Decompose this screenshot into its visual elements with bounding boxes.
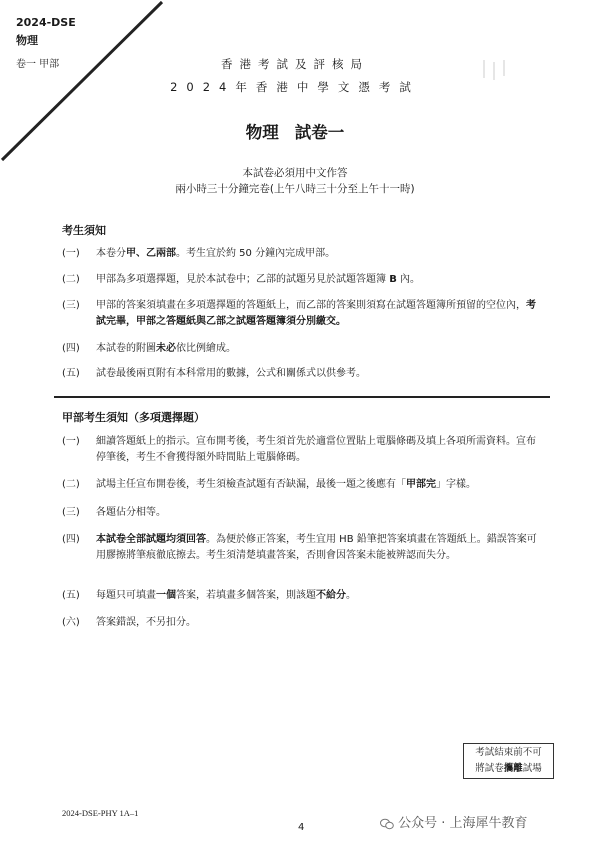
item-text: 依比例繪成。 [176, 343, 236, 354]
notice-line-2 [464, 761, 553, 777]
item-text: 。考生宜於約 50 分鐘內完成甲部。 [176, 248, 336, 259]
section-a-item [62, 505, 542, 521]
paper-section-label: 卷一 甲部 [16, 59, 60, 70]
item-number: (五) [62, 590, 80, 601]
item-text-bold: 考試完畢，甲部之答題紙與乙部之試題答題簿須分別繳交。 [96, 300, 536, 327]
year-code: 2024-DSE [16, 16, 76, 29]
item-text-bold: B [389, 274, 397, 285]
time-note: 兩小時三十分鐘完卷(上午八時三十分至上午十一時) [175, 183, 415, 195]
watermark [380, 812, 528, 831]
item-number: (五) [62, 368, 80, 379]
subject-label: 物理 [16, 34, 38, 47]
title-subject: 物理 [245, 123, 279, 142]
section-a-item [62, 477, 542, 493]
exam-name: 2024年香港中學文憑考試 [170, 80, 420, 94]
item-text: 細讀答題紙上的指示。宣布開考後，考生須首先於適當位置貼上電腦條碼及填上各項所需資料。宣布停筆後，考生不會獲得額外時間貼上電腦條碼。 [96, 436, 536, 463]
item-text: 。 [346, 590, 356, 601]
item-number: (六) [62, 617, 80, 628]
general-item [62, 272, 542, 288]
item-text: 各題佔分相等。 [96, 507, 166, 518]
item-text-bold: 一個 [156, 590, 176, 601]
item-text-bold: 未必 [156, 343, 176, 354]
section-a-item [62, 434, 542, 466]
organization-name: 香港考試及評核局 [221, 57, 369, 71]
section-a-item [62, 588, 542, 604]
section-divider [54, 396, 550, 398]
item-text: 本試卷的附圖 [96, 343, 156, 354]
item-text-bold: 甲、乙兩部 [126, 248, 176, 259]
item-text: 甲部為多項選擇題，見於本試卷中；乙部的試題另見於試題答題簿 [96, 274, 390, 285]
paper-code: 2024-DSE-PHY 1A–1 [62, 808, 139, 818]
general-item [62, 366, 542, 382]
item-number: (三) [62, 507, 80, 518]
item-text: 」字樣。 [436, 479, 476, 490]
item-text: 本卷分 [96, 248, 126, 259]
notice-box [463, 743, 554, 779]
notice-text: 試場 [522, 763, 542, 774]
item-text: 甲部的答案須填畫在多項選擇題的答題紙上，而乙部的答案則須寫在試題答題簿所預留的空位內， [96, 300, 526, 311]
item-number: (四) [62, 343, 80, 354]
general-item [62, 246, 542, 262]
notice-text-bold: 攜離 [503, 763, 523, 774]
section-a-heading: 甲部考生須知（多項選擇題） [62, 411, 205, 424]
item-number: (二) [62, 479, 80, 490]
item-number: (一) [62, 436, 80, 447]
item-number: (三) [62, 300, 80, 311]
general-item [62, 341, 542, 357]
item-text: 試場主任宣布開卷後，考生須檢查試題有否缺漏，最後一題之後應有「 [96, 479, 406, 490]
item-number: (一) [62, 248, 80, 259]
general-instructions-heading: 考生須知 [62, 224, 106, 237]
section-a-item [62, 615, 542, 631]
general-item [62, 298, 542, 330]
page-number: 4 [298, 822, 305, 833]
item-text-bold: 不給分 [316, 590, 346, 601]
item-text: 答案錯誤，不另扣分。 [96, 617, 196, 628]
item-text-bold: 甲部完 [406, 479, 436, 490]
item-text: 。為便於修正答案，考生宜用 HB 鉛筆把答案填畫在答題紙上。錯誤答案可用膠擦將筆痕徹底擦去。考生須清楚填畫答案，否則會因答案未能被辨認而失分。 [96, 534, 537, 561]
item-number: (四) [62, 534, 80, 545]
item-text: 每題只可填畫 [96, 590, 156, 601]
wechat-icon [380, 818, 394, 830]
watermark-text: 公众号 · 上海犀牛教育 [398, 816, 528, 831]
language-note: 本試卷必須用中文作答 [242, 167, 348, 179]
notice-text: 將試卷 [475, 763, 504, 774]
item-text-bold: 本試卷全部試題均須回答 [96, 534, 206, 545]
item-text: 內。 [396, 274, 420, 285]
item-text: 答案，若填畫多個答案，則該題 [176, 590, 316, 601]
item-text: 試卷最後兩頁附有本科常用的數據，公式和關係式以供參考。 [96, 368, 366, 379]
item-number: (二) [62, 274, 80, 285]
page-title [0, 119, 590, 143]
section-a-item [62, 532, 542, 564]
title-paper: 試卷一 [294, 123, 345, 142]
notice-line-1: 考試結束前不可 [475, 747, 542, 758]
